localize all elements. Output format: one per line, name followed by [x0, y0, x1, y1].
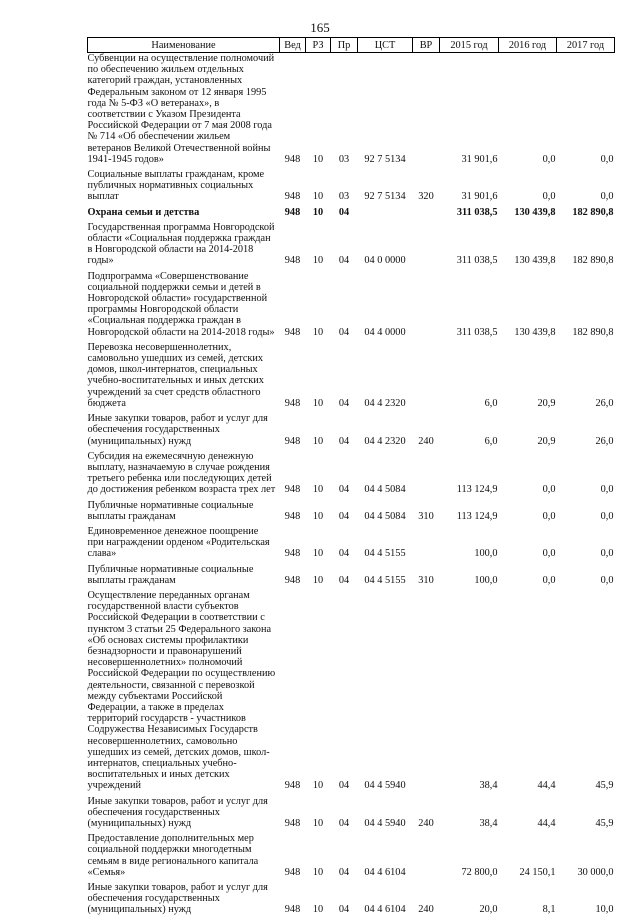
cell-cst: 04 4 0000 — [364, 326, 406, 338]
cell-2017: 0,0 — [600, 153, 614, 165]
cell-pr: 04 — [338, 397, 350, 409]
cell-rz: 10 — [312, 435, 324, 447]
cell-2017: 26,0 — [595, 435, 614, 447]
header-pr: Пр — [331, 38, 358, 53]
cell-2017: 182 890,8 — [572, 326, 614, 338]
header-rz: РЗ — [306, 38, 331, 53]
table-row — [88, 53, 615, 167]
header-2016: 2016 год — [499, 38, 557, 53]
cell-2016: 0,0 — [542, 548, 556, 560]
cell-2016: 130 439,8 — [514, 326, 556, 338]
table-row — [88, 339, 615, 410]
cell-rz: 10 — [312, 191, 324, 203]
cell-rz: 10 — [312, 484, 324, 496]
cell-vr: 240 — [418, 818, 434, 829]
table-row — [88, 268, 615, 339]
cell-vr: 310 — [418, 574, 434, 586]
cell-name: Иные закупки товаров, работ и услуг для обеспечения государственных (муниципальных) нужд — [87, 413, 268, 447]
cell-2016: 130 439,8 — [514, 255, 556, 267]
cell-cst: 04 4 5155 — [364, 548, 406, 560]
header-cst: ЦСТ — [358, 38, 413, 53]
cell-ved: 948 — [284, 255, 301, 267]
cell-2016: 20,9 — [537, 397, 556, 409]
cell-ved: 948 — [284, 326, 301, 338]
table-row — [88, 166, 615, 204]
cell-2015: 20,0 — [479, 904, 498, 916]
cell-vr — [413, 204, 440, 219]
cell-vr — [413, 53, 440, 167]
table-row — [88, 448, 615, 497]
cell-name: Иные закупки товаров, работ и услуг для обеспечения государственных (муниципальных) нужд — [87, 795, 268, 829]
cell-pr: 04 — [338, 904, 350, 916]
header-2015: 2015 год — [440, 38, 499, 53]
cell-cst: 04 0 0000 — [364, 255, 406, 267]
cell-pr: 04 — [338, 818, 350, 829]
cell-cst: 92 7 5134 — [364, 191, 406, 203]
cell-vr: 240 — [418, 435, 434, 447]
cell-2017: 45,9 — [595, 780, 614, 792]
cell-vr — [413, 830, 440, 879]
cell-name: Перевозка несовершеннолетних, самовольно ушедших из семей, детских домов, школ-интернатов, специальных учебно-воспитательных и иных детских учреждений за счет средств областного бюджета — [87, 341, 264, 409]
cell-2015: 100,0 — [474, 574, 498, 586]
cell-ved: 948 — [284, 191, 301, 203]
table-header — [88, 38, 615, 53]
table-row — [88, 219, 615, 268]
cell-name: Публичные нормативные социальные выплаты гражданам — [87, 499, 254, 522]
cell-pr: 04 — [338, 574, 350, 586]
cell-2015: 38,4 — [479, 780, 498, 792]
cell-pr: 04 — [338, 255, 350, 267]
cell-vr — [413, 448, 440, 497]
cell-ved: 948 — [284, 818, 301, 829]
cell-pr: 04 — [338, 206, 350, 218]
cell-ved: 948 — [284, 397, 301, 409]
cell-vr: 240 — [418, 904, 434, 916]
cell-cst: 04 4 5155 — [364, 574, 406, 586]
cell-2016: 20,9 — [537, 435, 556, 447]
cell-pr: 04 — [338, 548, 350, 560]
cell-name: Подпрограмма «Совершенствование социальной поддержки семьи и детей в Новгородской области» государственной программы Новгородской области «Социальная поддержка граждан в Новгородской области на 2014-2018 годы» — [87, 270, 275, 338]
header-vr: ВР — [413, 38, 440, 53]
cell-pr: 04 — [338, 435, 350, 447]
cell-rz: 10 — [312, 904, 324, 916]
table-row — [88, 793, 615, 831]
cell-2015: 6,0 — [484, 435, 498, 447]
header-name: Наименование — [88, 38, 280, 53]
cell-pr: 03 — [338, 191, 350, 203]
table-row — [88, 410, 615, 448]
budget-table — [87, 37, 615, 917]
cell-rz: 10 — [312, 255, 324, 267]
cell-vr — [413, 587, 440, 793]
cell-ved: 948 — [284, 548, 301, 560]
cell-pr: 04 — [338, 484, 350, 496]
table-row — [88, 497, 615, 523]
cell-cst: 04 4 5940 — [364, 780, 406, 792]
cell-ved: 948 — [284, 510, 301, 522]
cell-cst — [358, 204, 413, 219]
cell-2016: 0,0 — [542, 191, 556, 203]
cell-rz: 10 — [312, 397, 324, 409]
cell-2015: 31 901,6 — [461, 153, 498, 165]
cell-2017: 0,0 — [600, 484, 614, 496]
cell-vr: 310 — [418, 510, 434, 522]
cell-pr: 04 — [338, 866, 350, 878]
cell-ved: 948 — [284, 780, 301, 792]
cell-2016: 8,1 — [542, 904, 556, 916]
cell-2015: 6,0 — [484, 397, 498, 409]
cell-2017: 182 890,8 — [572, 255, 614, 267]
cell-cst: 04 4 6104 — [364, 866, 406, 878]
cell-2017: 0,0 — [600, 510, 614, 522]
cell-name: Социальные выплаты гражданам, кроме публичных нормативных социальных выплат — [87, 169, 265, 203]
table-row — [88, 830, 615, 879]
table-body — [88, 53, 615, 917]
cell-2015: 311 038,5 — [456, 206, 498, 218]
cell-ved: 948 — [284, 904, 301, 916]
cell-2017: 182 890,8 — [572, 206, 614, 218]
cell-cst: 04 4 2320 — [364, 435, 406, 447]
cell-pr: 04 — [338, 780, 350, 792]
cell-vr — [413, 219, 440, 268]
cell-ved: 948 — [284, 435, 301, 447]
cell-2017: 10,0 — [595, 904, 614, 916]
cell-rz: 10 — [312, 206, 324, 218]
cell-rz: 10 — [312, 818, 324, 829]
table-row — [88, 879, 615, 917]
cell-2016: 0,0 — [542, 484, 556, 496]
cell-2017: 30 000,0 — [577, 866, 614, 878]
cell-name: Охрана семьи и детства — [87, 206, 200, 218]
cell-name: Публичные нормативные социальные выплаты гражданам — [87, 563, 254, 586]
cell-2015: 311 038,5 — [456, 326, 498, 338]
cell-2015: 113 124,9 — [456, 510, 498, 522]
cell-cst: 04 4 5084 — [364, 510, 406, 522]
cell-2016: 0,0 — [542, 153, 556, 165]
page-number: 165 — [310, 20, 330, 35]
table-row — [88, 523, 615, 561]
cell-name: Иные закупки товаров, работ и услуг для обеспечения государственных (муниципальных) нужд — [87, 882, 268, 916]
cell-2016: 44,4 — [537, 780, 556, 792]
cell-rz: 10 — [312, 866, 324, 878]
cell-cst: 04 4 5940 — [364, 818, 406, 829]
cell-name: Субвенции на осуществление полномочий по обеспечению жильем отдельных категорий граждан, установленных Федеральным законом от 12 января 1995 года № 5-ФЗ «О ветеранах», в соответствии с Указом Президента Российской Федерации от 7 мая 2008 года № 714 «Об обеспечении жильем ветеранов Великой Отечественной войны 1941-1945 годов» — [87, 53, 275, 165]
cell-rz: 10 — [312, 780, 324, 792]
cell-2017: 45,9 — [595, 818, 614, 829]
cell-rz: 10 — [312, 548, 324, 560]
cell-2016: 130 439,8 — [514, 206, 556, 218]
cell-2016: 44,4 — [537, 818, 556, 829]
table-row — [88, 204, 615, 219]
cell-cst: 04 4 5084 — [364, 484, 406, 496]
cell-pr: 04 — [338, 510, 350, 522]
cell-ved: 948 — [284, 484, 301, 496]
cell-vr — [413, 268, 440, 339]
cell-2017: 26,0 — [595, 397, 614, 409]
cell-ved: 948 — [284, 206, 301, 218]
cell-2016: 24 150,1 — [519, 866, 556, 878]
cell-rz: 10 — [312, 153, 324, 165]
cell-rz: 10 — [312, 326, 324, 338]
cell-rz: 10 — [312, 510, 324, 522]
cell-2015: 72 800,0 — [461, 866, 498, 878]
cell-name: Государственная программа Новгородской области «Социальная поддержка граждан в Новгородской области на 2014-2018 годы» — [87, 221, 275, 267]
cell-vr — [413, 523, 440, 561]
header-2017: 2017 год — [557, 38, 615, 53]
cell-pr: 04 — [338, 326, 350, 338]
cell-cst: 92 7 5134 — [364, 153, 406, 165]
cell-2015: 311 038,5 — [456, 255, 498, 267]
cell-name: Единовременное денежное поощрение при награждении орденом «Родительская слава» — [87, 525, 270, 560]
cell-rz: 10 — [312, 574, 324, 586]
table-row — [88, 587, 615, 793]
cell-vr: 320 — [418, 191, 434, 203]
cell-2015: 100,0 — [474, 548, 498, 560]
cell-ved: 948 — [284, 574, 301, 586]
header-ved: Вед — [280, 38, 306, 53]
cell-2015: 31 901,6 — [461, 191, 498, 203]
cell-ved: 948 — [284, 866, 301, 878]
table-row — [88, 561, 615, 587]
cell-pr: 03 — [338, 153, 350, 165]
cell-2017: 0,0 — [600, 548, 614, 560]
cell-2017: 0,0 — [600, 191, 614, 203]
cell-2015: 113 124,9 — [456, 484, 498, 496]
cell-2017: 0,0 — [600, 574, 614, 586]
cell-2016: 0,0 — [542, 510, 556, 522]
cell-2015: 38,4 — [479, 818, 498, 829]
cell-vr — [413, 339, 440, 410]
cell-ved: 948 — [284, 153, 301, 165]
cell-name: Предоставление дополнительных мер социальной поддержки многодетным семьям в виде регионального капитала «Семья» — [87, 833, 259, 878]
cell-cst: 04 4 2320 — [364, 397, 406, 409]
cell-name: Осуществление переданных органам государственной власти субъектов Российской Федерации в соответствии с пунктом 3 статьи 25 Федерального закона «Об основах системы профилактики безнадзорности и правонарушений несовершеннолетних» полномочий Российской Федерации по осуществлению деятельности, связанной с перевозкой между субъектами Российской Федерации, а также в пределах территорий государств - участников Содружества Независимых Государств несовершеннолетних, самовольно ушедших из семей, детских домов, школ-интернатов, специальных учебно-воспитательных и иных детских учреждений — [87, 589, 276, 792]
cell-2016: 0,0 — [542, 574, 556, 586]
cell-cst: 04 4 6104 — [364, 904, 406, 916]
cell-name: Субсидия на ежемесячную денежную выплату, назначаемую в случае рождения третьего ребенка или последующих детей до достижения ребенком возраста трех лет — [87, 450, 276, 496]
